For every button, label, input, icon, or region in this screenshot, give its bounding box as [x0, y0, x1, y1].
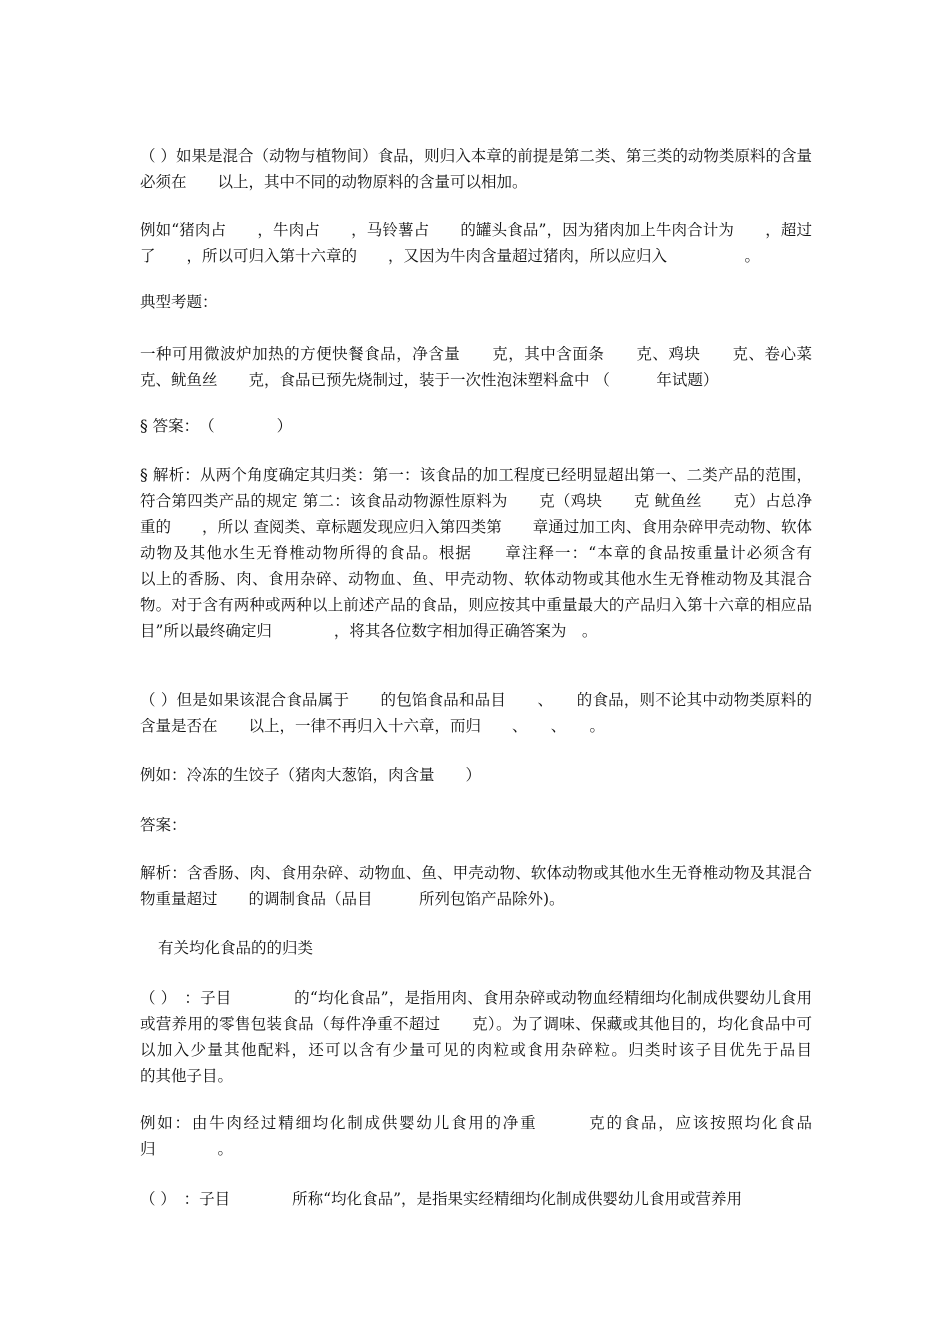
paragraph-example-homogenized-beef: 例如：由牛肉经过精细均化制成供婴幼儿食用的净重 克的食品，应该按照均化食品归 。 — [140, 1114, 812, 1158]
paragraph-answer-2: 答案： — [140, 816, 187, 834]
paragraph-example-dumplings: 例如：冷冻的生饺子（猪肉大葱馅，肉含量 ） — [140, 766, 482, 784]
paragraph-analysis-2: 解析：含香肠、肉、食用杂碎、动物血、鱼、甲壳动物、软体动物或其他水生无脊椎动物及其混合物重量超过 的调制食品（品目 所列包馅产品除外)。 — [140, 864, 812, 908]
paragraph-stuffed-food-exception: （ ）但是如果该混合食品属于 的包馅食品和品目 、 的食品，则不论其中动物类原料的含量是否在 以上，一律不再归入十六章，而归 、 、 。 — [140, 691, 812, 735]
paragraph-example-canned-food: 例如“猪肉占 ，牛肉占 ，马铃薯占 的罐头食品”，因为猪肉加上牛肉合计为 ，超过了 ，所以可归入第十六章的 ，又因为牛肉含量超过猪肉，所以应归入 。 — [140, 221, 812, 265]
paragraph-typical-question-heading: 典型考题： — [140, 293, 218, 311]
paragraph-analysis: § 解析：从两个角度确定其归类：第一：该食品的加工程度已经明显超出第一、二类产品的范围，符合第四类产品的规定 第二：该食品动物源性原料为 克（鸡块 克 鱿鱼丝 克）占总净重的 ，所以 查阅类、章标题发现应归入第四类第 章通过加工肉、食用杂碎甲壳动物、软体动物及其他水生无脊椎动物所得的食品。根据 章注释一：“本章的食品按重量计必须含有 以上的香肠、肉、食用杂碎、动物血、鱼、甲壳动物、软体动物或其他水生无脊椎动物及其混合物。对于含有两种或两种以上前述产品的食品，则应按其中重量最大的产品归入第十六章的相应品目”所以最终确定归 ，将其各位数字相加得正确答案为 。 — [140, 466, 844, 640]
paragraph-mixed-food-rule: （ ）如果是混合（动物与植物间）食品，则归入本章的前提是第二类、第三类的动物类原料的含量必须在 以上，其中不同的动物原料的含量可以相加。 — [140, 147, 812, 191]
paragraph-question-fast-food: 一种可用微波炉加热的方便快餐食品，净含量 克，其中含面条 克、鸡块 克、卷心菜 克、鱿鱼丝 克，食品已预先烧制过，装于一次性泡沫塑料盒中 （ 年试题） — [140, 345, 844, 389]
paragraph-homogenized-fruit-definition: （ ） ：子目 所称“均化食品”，是指果实经精细均化制成供婴幼儿食用或营养用 — [140, 1190, 743, 1208]
section-heading-homogenized-food: 有关均化食品的的归类 — [158, 939, 314, 957]
paragraph-homogenized-meat-definition: （ ） ：子目 的“均化食品”，是指用肉、食用杂碎或动物血经精细均化制成供婴幼儿食用或营养用的零售包装食品（每件净重不超过 克）。为了调味、保藏或其他目的，均化食品中可以加入少量其他配料，还可以含有少量可见的肉粒或食用杂碎粒。归类时该子目优先于品目 的其他子目。 — [140, 989, 859, 1085]
paragraph-answer: § 答案： （ ） — [140, 417, 293, 435]
